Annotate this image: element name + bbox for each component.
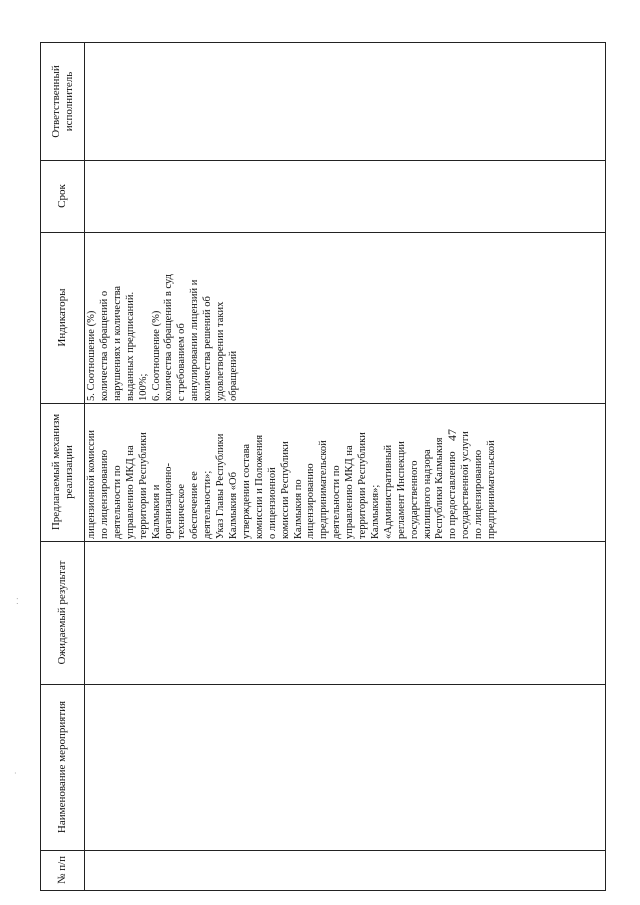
text-line: территории Республики	[137, 432, 149, 539]
text-line: удовлетворении таких	[215, 301, 227, 401]
text-line: Калмыкия по	[292, 479, 304, 539]
text-line: количества решений об	[202, 296, 214, 401]
header-activity-name: Наименование мероприятия	[56, 700, 68, 834]
column-divider	[41, 541, 605, 542]
scan-speck: ·	[14, 769, 17, 778]
text-line: организационно-	[163, 463, 175, 539]
text-line: о лицензионной	[266, 467, 278, 539]
column-divider	[41, 850, 605, 851]
text-line: комиссии и Положения	[253, 434, 265, 539]
text-line: по лицензированию	[473, 449, 485, 539]
text-line: обращений	[227, 350, 239, 401]
text-line: территории Республики	[357, 432, 369, 539]
text-line: предпринимательской	[318, 440, 330, 539]
column-divider	[41, 160, 605, 161]
header-responsible: Ответственный исполнитель	[49, 65, 75, 138]
text-line: 5. Соотношение (%)	[86, 310, 97, 401]
text-line: государственной услуги	[460, 431, 472, 539]
scan-speck: ⁚	[16, 597, 19, 606]
text-line: управлению МКД на	[124, 445, 136, 539]
text-line: техническое	[176, 483, 188, 539]
header-expected-result: Ожидаемый результат	[56, 560, 68, 665]
text-line: по предоставлению	[447, 451, 459, 539]
text-line: управлению МКД на	[344, 445, 356, 539]
text-line: Калмыкия и	[150, 484, 162, 539]
text-line: обеспечение ее	[189, 471, 201, 539]
header-mechanism: Предлагаемый механизм реализации	[49, 413, 75, 531]
mechanism-cell	[85, 403, 605, 541]
text-line: Калмыкия»;	[369, 484, 381, 539]
indicators-cell	[85, 232, 605, 403]
header-number: № п/п	[56, 855, 68, 885]
text-line: государственного	[408, 460, 420, 539]
text-line: по лицензированию	[98, 449, 110, 539]
text-line: деятельности по	[111, 465, 123, 539]
text-line: количества обращений в суд	[163, 274, 175, 401]
text-line: Калмыкия «Об	[227, 472, 239, 539]
text-line: выданных предписаний.	[124, 291, 136, 401]
text-line: утверждении состава	[240, 443, 252, 539]
text-line: с требованием об	[176, 323, 188, 401]
text-line: комиссии Республики	[279, 441, 291, 539]
text-line: количества обращений о	[98, 290, 110, 401]
page-number: 47	[445, 429, 459, 441]
text-line: «Административный	[382, 444, 394, 539]
header-indicators: Индикаторы	[56, 288, 68, 347]
text-line: 100%;	[137, 373, 149, 401]
text-line: предпринимательской	[486, 440, 498, 539]
text-line: Указ Главы Республики	[215, 433, 227, 539]
text-line: лицензированию	[305, 463, 317, 539]
text-line: деятельности»;	[202, 470, 214, 539]
text-line: Республики Калмыкия	[434, 437, 446, 539]
header-deadline: Срок	[56, 184, 68, 208]
column-divider	[41, 684, 605, 685]
text-line: жилищного надзора	[421, 449, 433, 539]
text-line: аннулировании лицензий и	[189, 279, 201, 401]
text-line: деятельности по	[331, 465, 343, 539]
text-line: нарушениях и количества	[111, 285, 123, 401]
text-line: регламент Инспекции	[395, 441, 407, 539]
text-line: лицензионной комиссии	[86, 430, 97, 539]
text-line: 6. Соотношение (%)	[150, 310, 162, 401]
activity-table	[40, 42, 606, 891]
